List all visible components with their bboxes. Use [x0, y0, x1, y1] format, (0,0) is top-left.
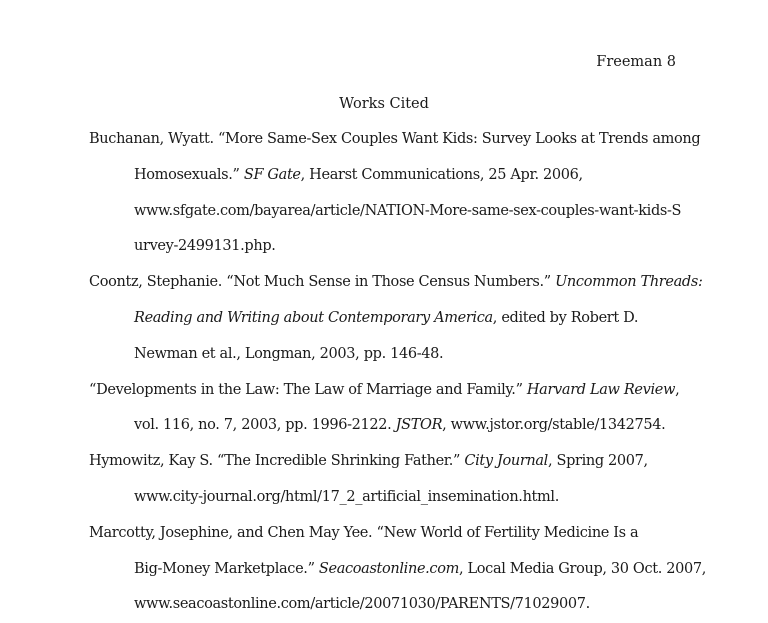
citation-text: , www.jstor.org/stable/1342754.	[442, 417, 666, 434]
citation-text: , Spring 2007,	[547, 453, 648, 470]
citation-text: vol. 116, no. 7, 2003, pp. 1996-2122.	[134, 417, 396, 434]
citation-entry-hymowitz	[89, 444, 689, 516]
citation-line	[89, 229, 689, 265]
citation-line	[89, 480, 689, 516]
works-cited-list	[89, 122, 706, 623]
citation-text: , edited by Robert D.	[492, 309, 639, 326]
citation-text: urvey-2499131.php.	[134, 238, 276, 255]
citation-text: Buchanan, Wyatt. “More Same-Sex Couples Want Kids: Survey Looks at Trends among	[89, 131, 701, 147]
citation-text: www.sfgate.com/bayarea/article/NATION-More-same-sex-couples-want-kids-S	[134, 202, 682, 219]
citation-entry-marcotty	[89, 516, 706, 623]
citation-line	[89, 158, 689, 194]
running-head: Freeman 8	[596, 54, 676, 70]
citation-line	[89, 194, 689, 230]
citation-text: Big-Money Marketplace.”	[134, 560, 319, 577]
citation-text: Marcotty, Josephine, and Chen May Yee. “New World of Fertility Medicine Is a	[89, 524, 639, 541]
citation-text: , Local Media Group, 30 Oct. 2007,	[459, 560, 706, 577]
citation-line	[89, 444, 689, 480]
citation-text: Homosexuals.”	[134, 166, 244, 183]
citation-text: “Developments in the Law: The Law of Marriage and Family.”	[89, 381, 527, 398]
citation-line	[89, 265, 703, 301]
citation-entry-coontz	[89, 265, 703, 372]
citation-line	[89, 587, 689, 623]
citation-text: Coontz, Stephanie. “Not Much Sense in Those Census Numbers.”	[89, 274, 556, 291]
citation-entry-developments	[89, 373, 689, 445]
italic-title-text: City Journal	[464, 453, 548, 470]
citation-line	[89, 122, 701, 158]
citation-text: www.city-journal.org/html/17_2_artificial_insemination.html.	[134, 488, 559, 505]
citation-text: ,	[675, 381, 680, 398]
citation-line	[89, 301, 689, 337]
citation-text: , Hearst Communications, 25 Apr. 2006,	[300, 166, 583, 183]
italic-title-text: Reading and Writing about Contemporary America	[134, 309, 493, 326]
citation-text: Hymowitz, Kay S. “The Incredible Shrinking Father.”	[89, 453, 465, 470]
citation-line	[89, 516, 689, 552]
italic-title-text: Seacoastonline.com	[318, 560, 459, 577]
italic-title-text: SF Gate	[243, 166, 301, 183]
page-title: Works Cited	[339, 96, 429, 112]
italic-title-text: Uncommon Threads:	[555, 274, 703, 291]
citation-text: Newman et al., Longman, 2003, pp. 146-48.	[134, 345, 444, 362]
italic-title-text: JSTOR	[395, 417, 443, 434]
citation-line	[89, 408, 689, 444]
citation-text: www.seacoastonline.com/article/20071030/PARENTS/71029007.	[134, 596, 590, 613]
citation-entry-buchanan	[89, 122, 701, 265]
italic-title-text: Harvard Law Review	[526, 381, 676, 398]
citation-line	[89, 373, 689, 409]
citation-line	[89, 337, 689, 373]
citation-line	[89, 552, 706, 588]
